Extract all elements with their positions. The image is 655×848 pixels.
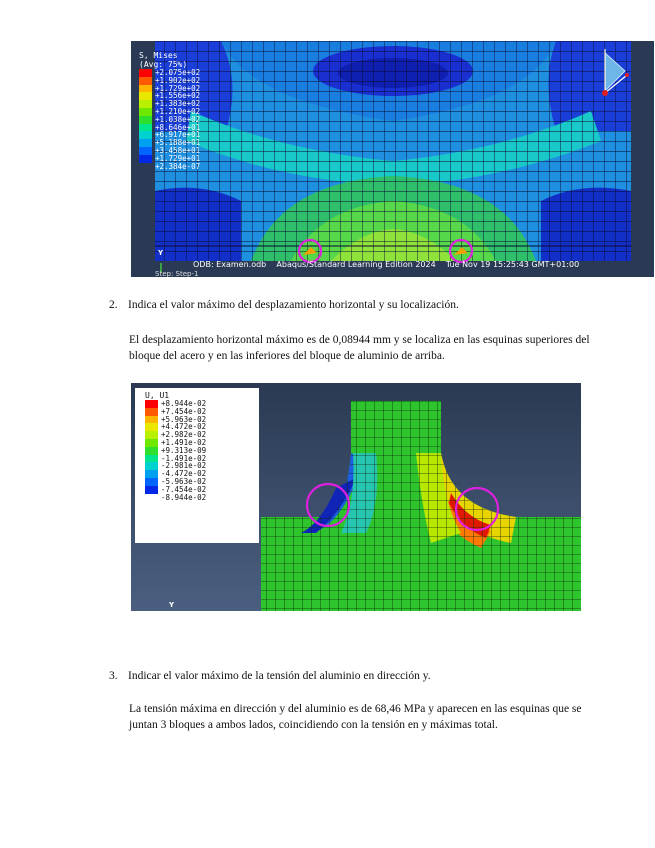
legend-swatch [139,92,152,100]
legend-swatch [145,431,158,439]
legend-value: +6.917e+01 [155,130,201,140]
legend-value: -1.491e-02 [161,453,207,463]
legend-swatch [145,423,158,431]
legend-swatch [145,462,158,470]
u1-legend-title: U, U1 [145,391,170,400]
answer-3: La tensión máxima en dirección y del aluminio es de 68,46 MPa y aparecen en las esquinas que se juntan 3 bloques a ambos lados, coincidiendo con la tensión en y máximas total. [129,703,582,731]
legend-value: +7.454e-02 [161,406,207,416]
legend-value: +3.458e+01 [155,145,201,155]
legend-swatch [139,124,152,132]
legend-value: -8.944e-02 [161,492,207,502]
legend-swatch [139,147,152,155]
legend-swatch [139,155,152,163]
legend-value: -2.981e-02 [161,461,207,471]
legend-value: +4.472e-02 [161,422,207,432]
legend-value: +1.729e+02 [155,83,201,93]
legend-value: +2.384e-07 [155,161,201,171]
legend-swatch [145,478,158,486]
mises-legend-title: S, Mises (Avg: 75%) [139,51,188,69]
odb-footer: ODB: Examen.odb Abaqus/Standard Learning Edition 2024 Tue Nov 19 15:25:43 GMT+01:00 [193,260,580,269]
legend-value: +1.210e+02 [155,106,201,116]
legend-value: +2.075e+02 [155,68,201,77]
legend-value: -5.963e-02 [161,476,207,486]
question-2-number: 2. [109,299,118,311]
legend-swatch [139,116,152,124]
u1-legend [135,388,259,543]
legend-swatch [145,447,158,455]
legend-swatch [139,131,152,139]
question-2-text: Indica el valor máximo del desplazamiento horizontal y su localización. [128,299,459,311]
legend-value: -4.472e-02 [161,469,207,479]
legend-value: +1.038e+02 [155,114,201,124]
legend-entry [145,494,259,502]
legend-swatch [145,470,158,478]
legend-value: +1.902e+02 [155,75,201,85]
legend-value: +1.383e+02 [155,99,201,109]
legend-swatch [139,69,152,77]
legend-value: +8.646e+01 [155,122,201,132]
legend-value: +8.944e-02 [161,399,207,408]
legend-swatch [145,486,158,494]
question-2 [109,298,589,314]
legend-swatch [145,416,158,424]
question-3 [109,669,589,685]
legend-value: -7.454e-02 [161,484,207,494]
legend-swatch [139,85,152,93]
mises-contour-plot [131,41,654,277]
y-axis-label: Y [158,249,164,257]
legend-swatch [139,139,152,147]
legend-swatch [139,100,152,108]
legend-swatch [145,439,158,447]
answer-2: El desplazamiento horizontal máximo es de 0,08944 mm y se localiza en las esquinas superiores del bloque del acero y en las inferiores del bloque de aluminio de arriba. [129,334,590,362]
legend-swatch [145,400,158,408]
mises-legend [139,51,200,170]
legend-value: +5.188e+01 [155,138,201,148]
legend-swatch [145,408,158,416]
legend-value: +1.491e-02 [161,437,207,447]
legend-entry [139,163,200,171]
u1-displacement-figure [131,383,581,611]
legend-swatch [139,77,152,85]
legend-swatch [145,455,158,463]
u1-y-axis-label: Y [169,601,175,609]
step-tag: Step: Step-1 [155,270,199,277]
mises-stress-figure [131,41,654,277]
question-3-number: 3. [109,670,118,682]
legend-swatch [139,163,152,171]
legend-value: +9.313e-09 [161,445,207,455]
legend-swatch [145,494,158,502]
legend-value: +1.729e+01 [155,153,201,163]
legend-value: +1.556e+02 [155,91,201,101]
legend-value: +5.963e-02 [161,414,207,424]
question-3-text: Indicar el valor máximo de la tensión del aluminio en dirección y. [128,670,431,682]
legend-value: +2.982e-02 [161,430,207,440]
legend-swatch [139,108,152,116]
